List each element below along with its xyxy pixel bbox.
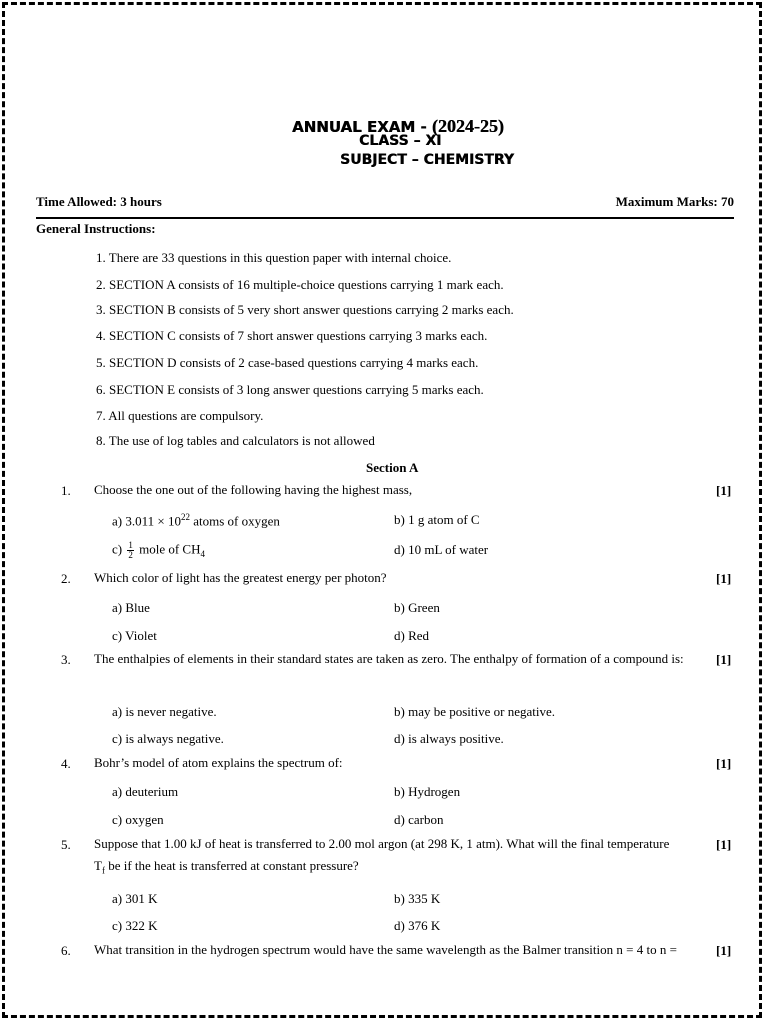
- option-b: b) 335 K: [394, 891, 441, 906]
- temperature-subscript: f: [101, 865, 105, 876]
- exam-year: (2024-25): [431, 116, 504, 136]
- option-b: b) may be positive or negative.: [394, 704, 556, 719]
- question-number: 1.: [61, 483, 71, 498]
- option-label: c): [112, 541, 123, 557]
- option-d: d) 376 K: [394, 918, 441, 933]
- option-a-exponent: 22: [180, 512, 190, 522]
- option-b: b) Hydrogen: [394, 784, 461, 799]
- option-a-suffix: atoms of oxygen: [189, 513, 280, 529]
- instruction-item: 7. All questions are compulsory.: [96, 408, 264, 423]
- option-c: [112, 541, 205, 560]
- option-a: [112, 512, 280, 529]
- class-label: CLASS – XI: [359, 133, 442, 149]
- option-c-text: mole of CH: [135, 541, 201, 557]
- option-c: c) Violet: [112, 628, 157, 643]
- question-number: 3.: [61, 652, 71, 667]
- maximum-marks: Maximum Marks: 70: [615, 194, 734, 209]
- section-a-title: Section A: [366, 460, 419, 475]
- subject-label: SUBJECT – CHEMISTRY: [340, 152, 514, 168]
- option-a: a) Blue: [112, 600, 150, 615]
- question-text-tail: be if the heat is transferred at constant pressure?: [104, 858, 359, 873]
- option-label: a): [112, 513, 123, 529]
- question-text: Which color of light has the greatest energy per photon?: [94, 570, 387, 585]
- option-a: a) is never negative.: [112, 704, 217, 719]
- fraction-denominator: 2: [128, 550, 133, 560]
- option-d: d) carbon: [394, 812, 444, 827]
- question-marks: [1]: [716, 756, 732, 771]
- question-marks: [1]: [716, 571, 732, 586]
- temperature-symbol: T: [94, 858, 102, 873]
- question-number: 5.: [61, 837, 71, 852]
- question-text: The enthalpies of elements in their standard states are taken as zero. The enthalpy of formation of a compound is:: [94, 651, 684, 666]
- fraction-numerator: 1: [128, 540, 133, 550]
- option-b: b) Green: [394, 600, 440, 615]
- option-d: d) 10 mL of water: [394, 542, 489, 557]
- instruction-item: 6. SECTION E consists of 3 long answer questions carrying 5 marks each.: [96, 382, 484, 397]
- question-number: 2.: [61, 571, 71, 586]
- instruction-item: 1. There are 33 questions in this question paper with internal choice.: [96, 250, 452, 265]
- instruction-item: 2. SECTION A consists of 16 multiple-choice questions carrying 1 mark each.: [96, 277, 504, 292]
- question-marks: [1]: [716, 652, 732, 667]
- option-b: b) 1 g atom of C: [394, 512, 480, 527]
- question-text: Bohr’s model of atom explains the spectrum of:: [94, 755, 343, 770]
- exam-title-prefix: ANNUAL EXAM -: [292, 118, 427, 136]
- option-a: a) 301 K: [112, 891, 158, 906]
- question-number: 4.: [61, 756, 71, 771]
- option-c-subscript: 4: [200, 549, 205, 560]
- option-a-value: 3.011 × 10: [125, 513, 181, 529]
- general-instructions-heading: General Instructions:: [36, 221, 156, 236]
- question-text: What transition in the hydrogen spectrum would have the same wavelength as the Balmer transition n = 4 to n =: [94, 942, 677, 957]
- question-marks: [1]: [716, 483, 732, 498]
- question-marks: [1]: [716, 837, 732, 852]
- instruction-item: 8. The use of log tables and calculators is not allowed: [96, 433, 375, 448]
- question-text-continued: [94, 855, 359, 882]
- instruction-item: 3. SECTION B consists of 5 very short answer questions carrying 2 marks each.: [96, 302, 514, 317]
- option-c: c) is always negative.: [112, 731, 224, 746]
- option-a: a) deuterium: [112, 784, 179, 799]
- question-marks: [1]: [716, 943, 732, 958]
- fraction: [127, 541, 134, 560]
- instruction-item: 5. SECTION D consists of 2 case-based questions carrying 4 marks each.: [96, 355, 479, 370]
- question-text: Choose the one out of the following having the highest mass,: [94, 482, 413, 497]
- question-text: Suppose that 1.00 kJ of heat is transferred to 2.00 mol argon (at 298 K, 1 atm). What will the final temperature: [94, 836, 670, 851]
- header-divider: [36, 217, 734, 219]
- time-allowed: Time Allowed: 3 hours: [36, 194, 162, 209]
- option-d: d) is always positive.: [394, 731, 504, 746]
- option-c: c) 322 K: [112, 918, 158, 933]
- question-number: 6.: [61, 943, 71, 958]
- option-d: d) Red: [394, 628, 430, 643]
- instruction-item: 4. SECTION C consists of 7 short answer questions carrying 3 marks each.: [96, 328, 488, 343]
- option-c: c) oxygen: [112, 812, 164, 827]
